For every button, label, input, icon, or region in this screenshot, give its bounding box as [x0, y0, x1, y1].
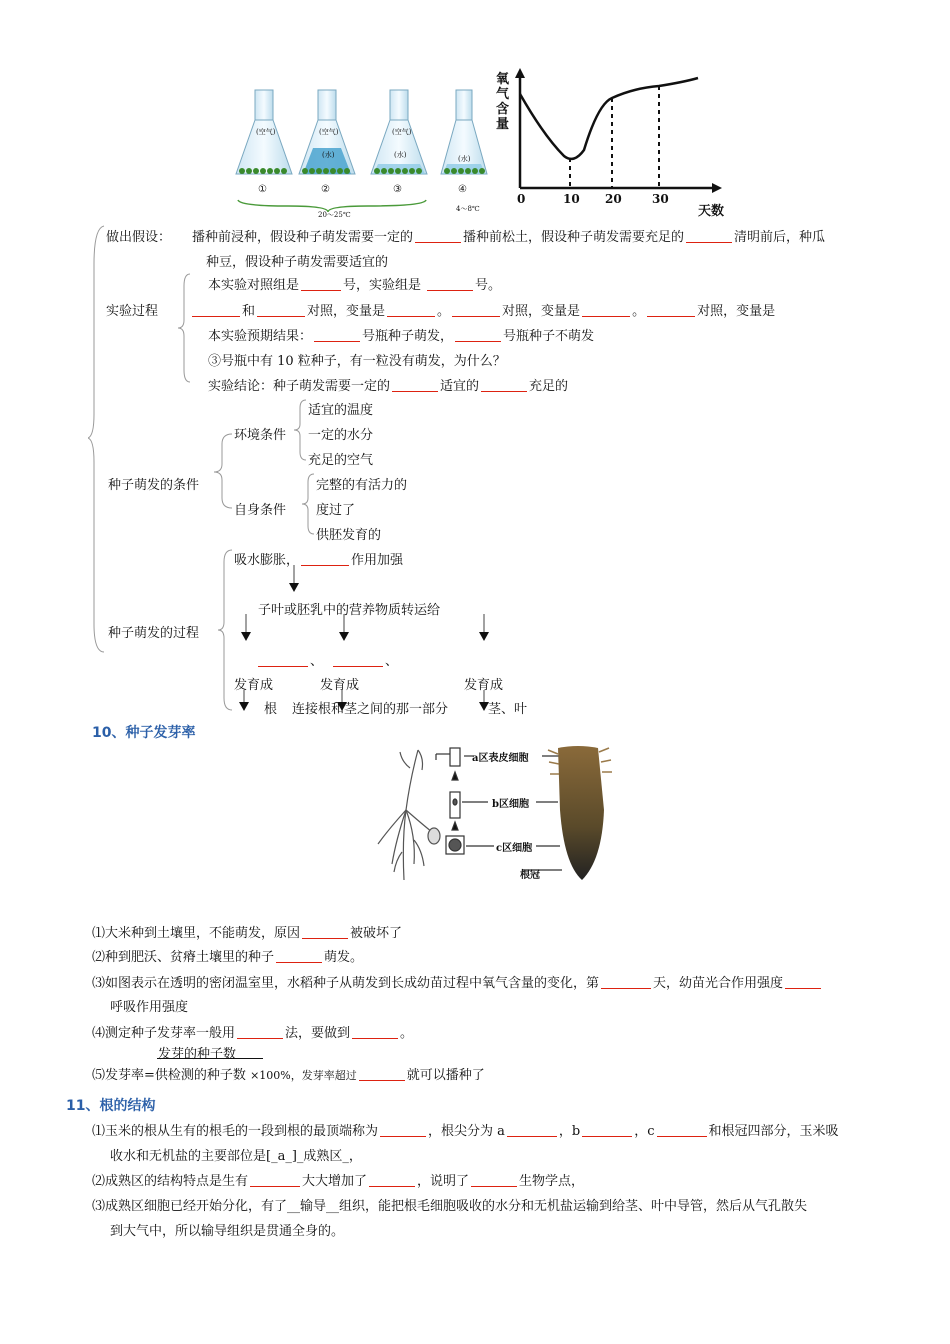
blank[interactable] — [452, 303, 500, 317]
proc-line-4: ③号瓶中有 10 粒种子，有一粒没有萌发，为什么？ — [208, 354, 506, 369]
develop-label: 发育成 — [464, 678, 504, 693]
blank[interactable] — [415, 229, 461, 243]
section-10-title: 10、种子发芽率 — [92, 725, 196, 741]
process-step-1: 吸水膨胀， 作用加强 — [234, 553, 404, 568]
result-stem-leaf: 茎、叶 — [488, 702, 528, 717]
env-label: 环境条件 — [234, 428, 287, 443]
flask-label-5: (水) — [394, 151, 407, 159]
flask-number-3: ③ — [393, 184, 402, 195]
fraction-bar — [157, 1058, 263, 1059]
flow-arrow — [240, 614, 252, 642]
q11-1: ⑴玉米的根从生有的根毛的一段到根的最顶端称为 ，根尖分为 a ，b ，c 和根冠四部分，玉米吸 — [92, 1124, 839, 1139]
blank[interactable] — [333, 653, 383, 667]
blank[interactable] — [276, 949, 322, 963]
flasks-figure — [228, 82, 498, 222]
blank[interactable] — [258, 653, 308, 667]
cond-brace — [212, 432, 234, 510]
blank[interactable] — [352, 1025, 398, 1039]
label-a-epidermis: a区表皮细胞 — [472, 753, 529, 764]
label-b-cells: b区细胞 — [492, 799, 529, 810]
label-root-cap: 根冠 — [520, 870, 540, 881]
q11-2: ⑵成熟区的结构特点是生有 大大增加了 ，说明了 生物学点， — [92, 1174, 585, 1189]
result-hypocotyl: 连接根和茎之间的那一部分 — [292, 702, 449, 717]
q10-2: ⑵种到肥沃、贫瘠土壤里的种子 萌发。 — [92, 950, 364, 965]
section-11-title: 11、根的结构 — [66, 1098, 156, 1114]
blank[interactable] — [427, 277, 473, 291]
flask-label-6: (水) — [458, 155, 471, 163]
oxygen-graph — [494, 66, 734, 218]
blank[interactable] — [601, 975, 651, 989]
blank[interactable] — [369, 1173, 415, 1187]
q11-3: ⑶成熟区细胞已经开始分化，有了__输导__组织，能把根毛细胞吸收的水分和无机盐运输到给茎、叶中导管，然后从气孔散失 — [92, 1199, 808, 1214]
self-item: 完整的有活力的 — [316, 478, 408, 493]
self-brace — [302, 472, 316, 538]
flow-arrow — [238, 690, 250, 714]
hyp-line-2: 种豆，假设种子萌发需要适宜的 — [206, 255, 389, 270]
blank[interactable] — [387, 303, 435, 317]
self-item: 度过了 — [316, 503, 356, 518]
q10-5: ⑸发芽率=供检测的种子数 ×100%，发芽率超过 就可以播种了 — [92, 1068, 485, 1083]
temp-label-2: 4～8℃ — [456, 205, 480, 213]
graph-tick-30: 30 — [652, 192, 669, 206]
blank[interactable] — [657, 1123, 707, 1137]
q11-1-cont: 收水和无机盐的主要部位是[_a_]_成熟区_， — [110, 1149, 362, 1164]
flask-number-1: ① — [258, 184, 267, 195]
blank[interactable] — [686, 229, 732, 243]
blank[interactable] — [471, 1173, 517, 1187]
fraction-numerator: 发芽的种子数 — [158, 1047, 237, 1062]
hyp-line-1: 播种前浸种，假设种子萌发需要一定的 播种前松土，假设种子萌发需要充足的 清明前后，种瓜 — [192, 230, 826, 245]
root-figure — [366, 740, 780, 884]
blank[interactable] — [301, 552, 349, 566]
blank[interactable] — [237, 1025, 283, 1039]
label-c-cells: c区细胞 — [496, 843, 533, 854]
process-parts: 、 、 — [256, 650, 398, 669]
blank[interactable] — [392, 378, 438, 392]
flask-number-2: ② — [321, 184, 330, 195]
blank[interactable] — [314, 328, 360, 342]
blank[interactable] — [302, 925, 348, 939]
graph-ylabel: 氧 气 含 量 — [496, 72, 510, 132]
flow-arrow — [478, 614, 490, 642]
cond-label: 种子萌发的条件 — [108, 478, 200, 493]
graph-tick-10: 10 — [563, 192, 580, 206]
self-item: 供胚发育的 — [316, 528, 382, 543]
develop-label: 发育成 — [320, 678, 360, 693]
blank[interactable] — [192, 303, 240, 317]
flow-arrow — [338, 614, 350, 642]
blank[interactable] — [785, 975, 821, 989]
flask-label-3: (水) — [322, 151, 335, 159]
fraction-denominator: 供检测的种子数 — [154, 1068, 246, 1083]
proc-line-1: 本实验对照组是 号，实验组是 号。 — [208, 278, 502, 293]
blank[interactable] — [380, 1123, 426, 1137]
blank[interactable] — [250, 1173, 300, 1187]
process-brace — [178, 272, 192, 384]
env-item: 充足的空气 — [308, 453, 374, 468]
temp-label-1: 20～25℃ — [318, 211, 351, 219]
env-item: 适宜的温度 — [308, 403, 374, 418]
q10-3-cont: 呼吸作用强度 — [110, 1000, 189, 1015]
blank[interactable] — [257, 303, 305, 317]
process-step-2: 子叶或胚乳中的营养物质转运给 — [258, 603, 441, 618]
graph-tick-20: 20 — [605, 192, 622, 206]
graph-xlabel: 天数 — [698, 204, 725, 219]
develop-label: 发育成 — [234, 678, 274, 693]
blank[interactable] — [481, 378, 527, 392]
q10-3: ⑶如图表示在透明的密闭温室里，水稻种子从萌发到长成幼苗过程中氧气含量的变化，第 天，幼苗光合作用强度 — [92, 972, 823, 991]
flask-label-2: (空气) — [319, 128, 339, 136]
hyp-label: 做出假设： — [106, 230, 172, 245]
blank[interactable] — [301, 277, 341, 291]
proc-line-3: 本实验预期结果： 号瓶种子萌发， 号瓶种子不萌发 — [208, 329, 595, 344]
process-flow-brace — [218, 548, 234, 712]
blank[interactable] — [359, 1067, 405, 1081]
proc-label: 实验过程 — [106, 304, 159, 319]
q11-3-cont: 到大气中，所以输导组织是贯通全身的。 — [110, 1224, 345, 1239]
flask-label-1: (空气) — [256, 128, 276, 136]
blank[interactable] — [582, 303, 630, 317]
blank[interactable] — [647, 303, 695, 317]
outer-brace — [88, 224, 108, 654]
proc-line-2: 和 对照，变量是 。 对照，变量是 。 对照，变量是 — [190, 300, 775, 319]
self-label: 自身条件 — [234, 503, 287, 518]
env-item: 一定的水分 — [308, 428, 374, 443]
q10-4: ⑷测定种子发芽率一般用 法，要做到 。 — [92, 1026, 414, 1041]
process-label: 种子萌发的过程 — [108, 626, 200, 641]
blank[interactable] — [455, 328, 501, 342]
flow-arrow — [288, 565, 300, 593]
flask-label-4: (空气) — [392, 128, 412, 136]
blank[interactable] — [582, 1123, 632, 1137]
flask-number-4: ④ — [458, 184, 467, 195]
q10-1: ⑴大米种到土壤里，不能萌发，原因 被破坏了 — [92, 926, 403, 941]
blank[interactable] — [507, 1123, 557, 1137]
proc-line-5: 实验结论：种子萌发需要一定的 适宜的 充足的 — [208, 379, 569, 394]
result-root: 根 — [264, 702, 278, 717]
graph-tick-0: 0 — [517, 192, 526, 206]
env-brace — [294, 398, 308, 462]
